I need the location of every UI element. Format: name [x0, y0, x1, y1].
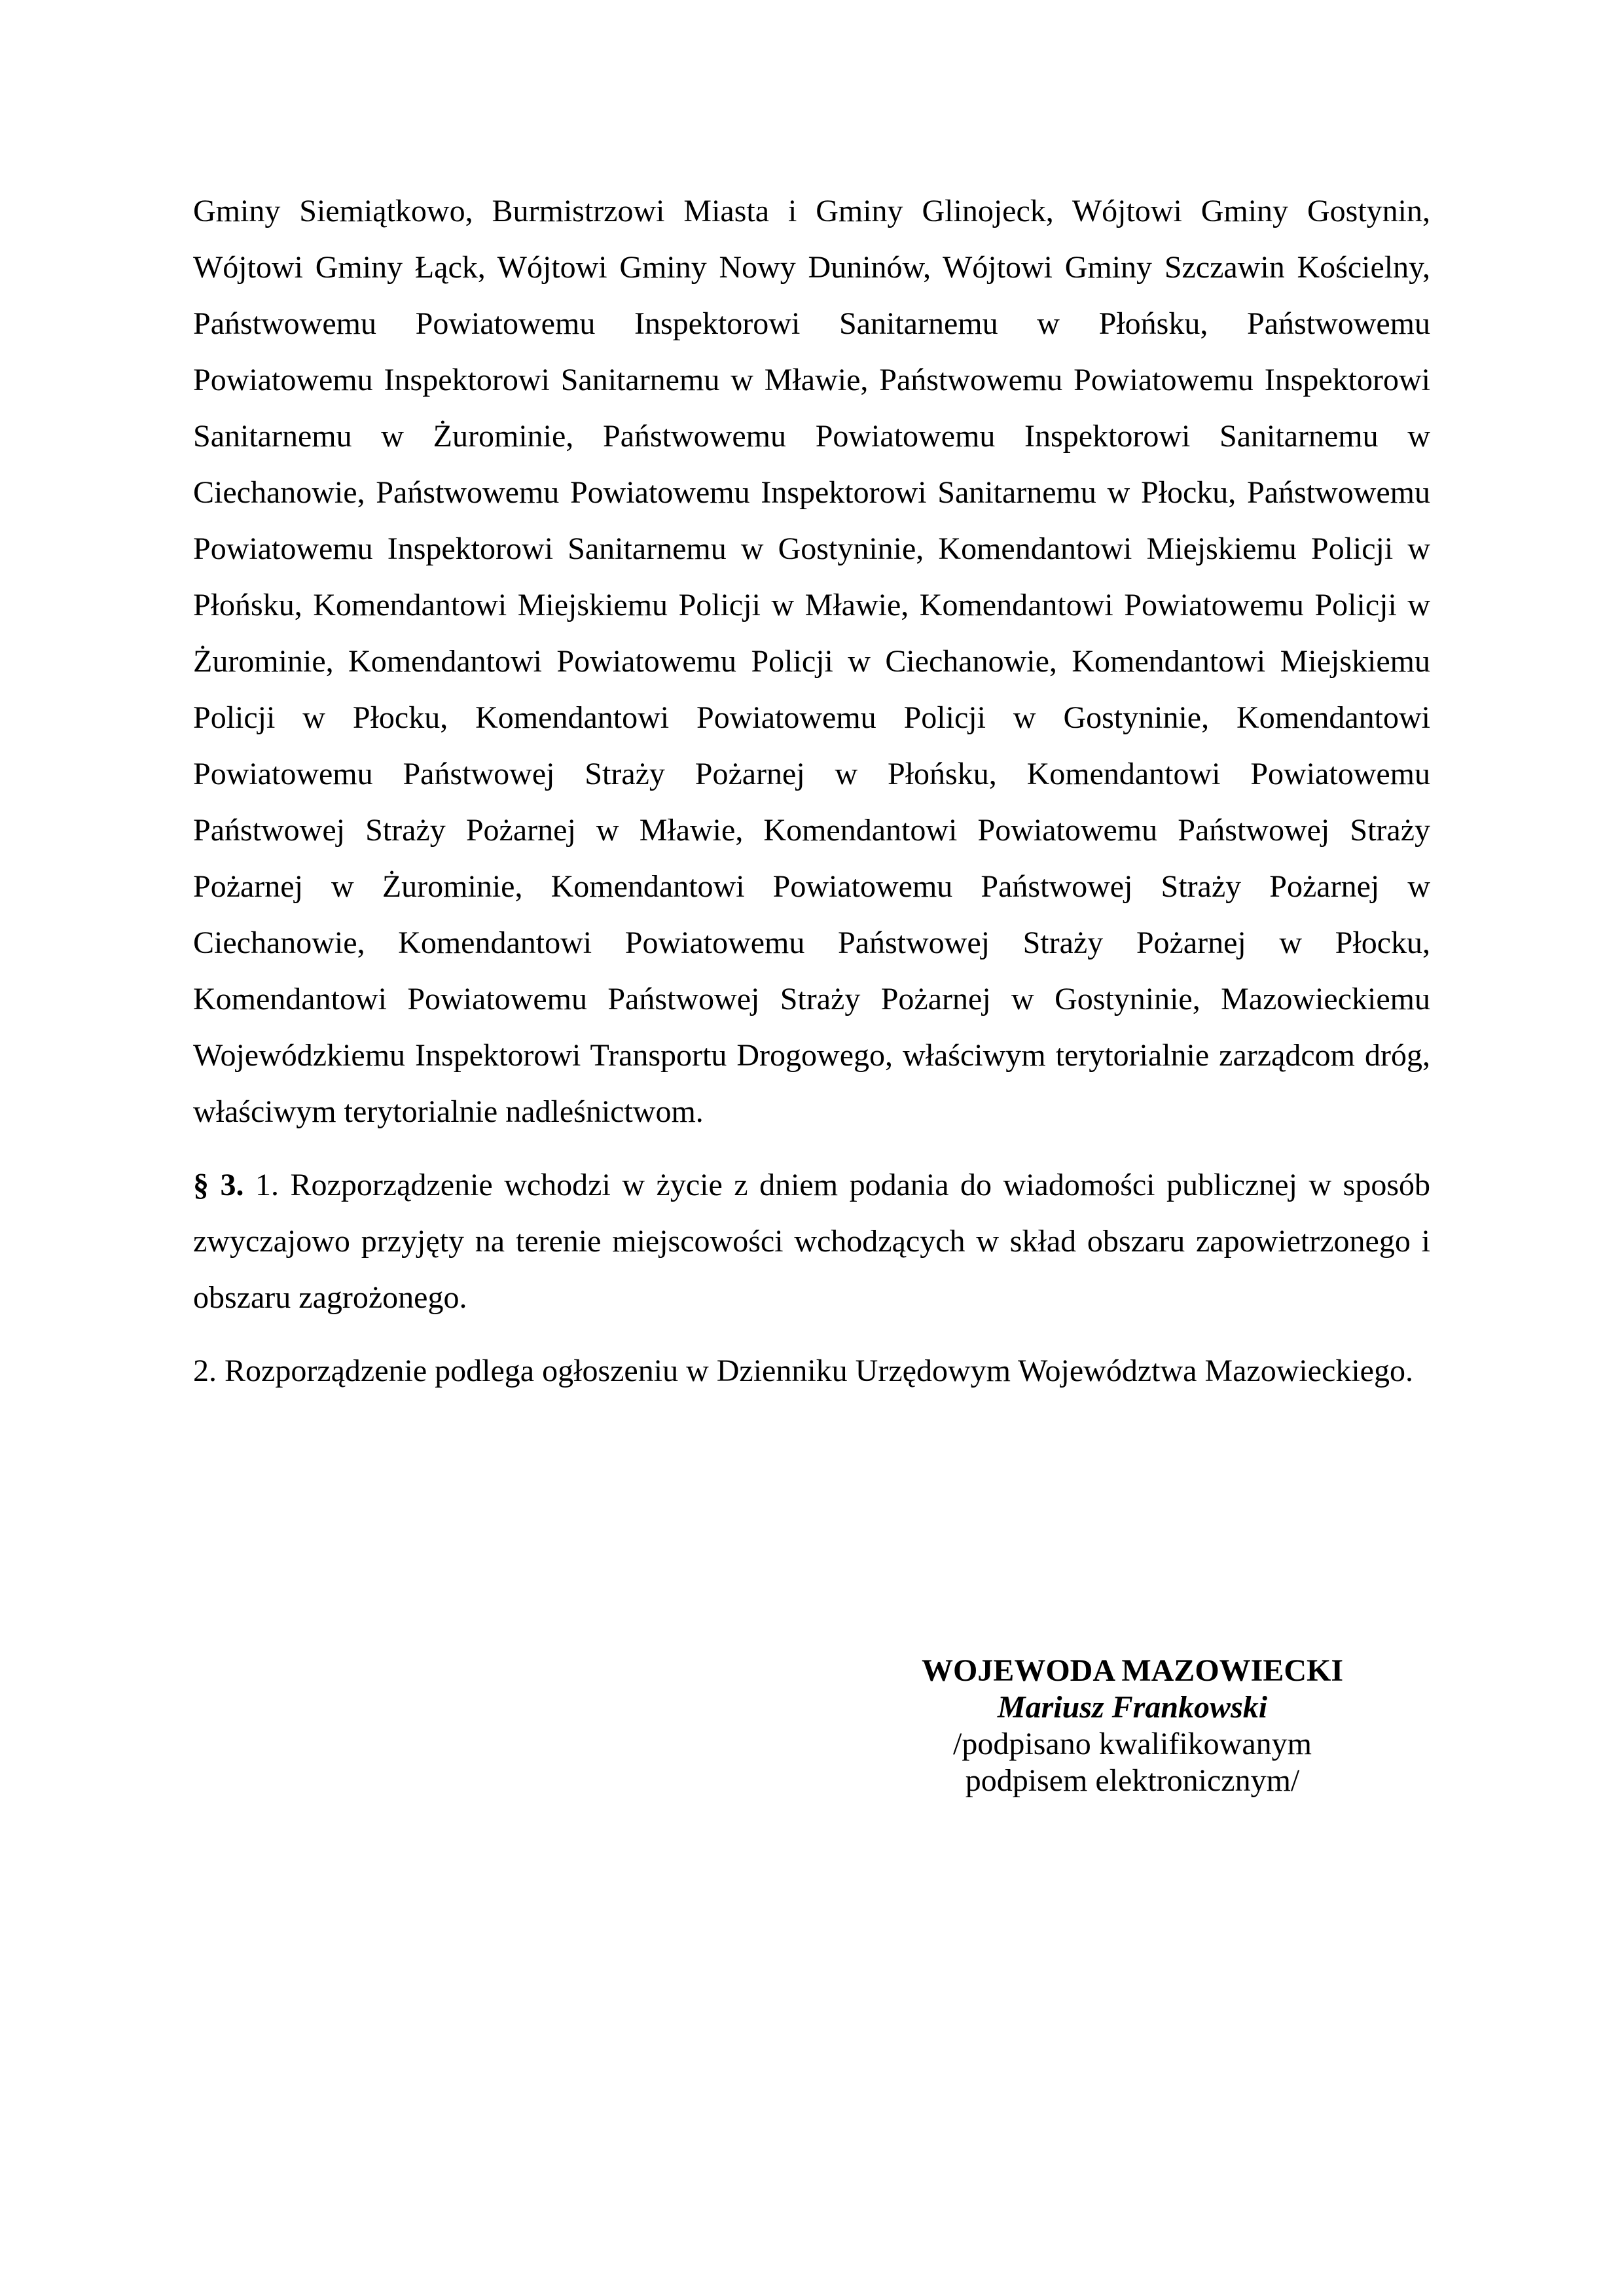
signature-note-line-2: podpisem elektronicznym/: [965, 1763, 1300, 1798]
document-body: [193, 183, 1430, 1399]
signature-block: [871, 1653, 1394, 1799]
section-3-point-2: 2. Rozporządzenie podlega ogłoszeniu w Dzienniku Urzędowym Województwa Mazowieckiego.: [193, 1354, 1413, 1388]
signature-office: WOJEWODA MAZOWIECKI: [921, 1653, 1344, 1688]
continuation-paragraph: Gminy Siemiątkowo, Burmistrzowi Miasta i Gminy Glinojeck, Wójtowi Gminy Gostynin, Wójtowi Gminy Łąck, Wójtowi Gminy Nowy Duninów, Wójtowi Gminy Szczawin Kościelny, Państwowemu Powiatowemu Inspektorowi Sanitarnemu w Płońsku, Państwowemu Powiatowemu Inspektorowi Sanitarnemu w Mławie, Państwowemu Powiatowemu Inspektorowi Sanitarnemu w Żurominie, Państwowemu Powiatowemu Inspektorowi Sanitarnemu w Ciechanowie, Państwowemu Powiatowemu Inspektorowi Sanitarnemu w Płocku, Państwowemu Powiatowemu Inspektorowi Sanitarnemu w Gostyninie, Komendantowi Miejskiemu Policji w Płońsku, Komendantowi Miejskiemu Policji w Mławie, Komendantowi Powiatowemu Policji w Żurominie, Komendantowi Powiatowemu Policji w Ciechanowie, Komendantowi Miejskiemu Policji w Płocku, Komendantowi Powiatowemu Policji w Gostyninie, Komendantowi Powiatowemu Państwowej Straży Pożarnej w Płońsku, Komendantowi Powiatowemu Państwowej Straży Pożarnej w Mławie, Komendantowi Powiatowemu Państwowej Straży Pożarnej w Żurominie, Komendantowi Powiatowemu Państwowej Straży Pożarnej w Ciechanowie, Komendantowi Powiatowemu Państwowej Straży Pożarnej w Płocku, Komendantowi Powiatowemu Państwowej Straży Pożarnej w Gostyninie, Mazowieckiemu Wojewódzkiemu Inspektorowi Transportu Drogowego, właściwym terytorialnie zarządcom dróg, właściwym terytorialnie nadleśnictwom.: [193, 194, 1430, 1129]
section-3-point-1-text: 1. Rozporządzenie wchodzi w życie z dniem podania do wiadomości publicznej w sposób zwyczajowo przyjęty na terenie miejscowości wchodzących w skład obszaru zapowietrzonego i obszaru zagrożonego.: [193, 1168, 1430, 1315]
signature-name: Mariusz Frankowski: [997, 1690, 1268, 1725]
section-3-mark: § 3.: [193, 1168, 244, 1202]
signature-note-line-1: /podpisano kwalifikowanym: [953, 1727, 1312, 1761]
section-3-point-1: [193, 1157, 1430, 1326]
